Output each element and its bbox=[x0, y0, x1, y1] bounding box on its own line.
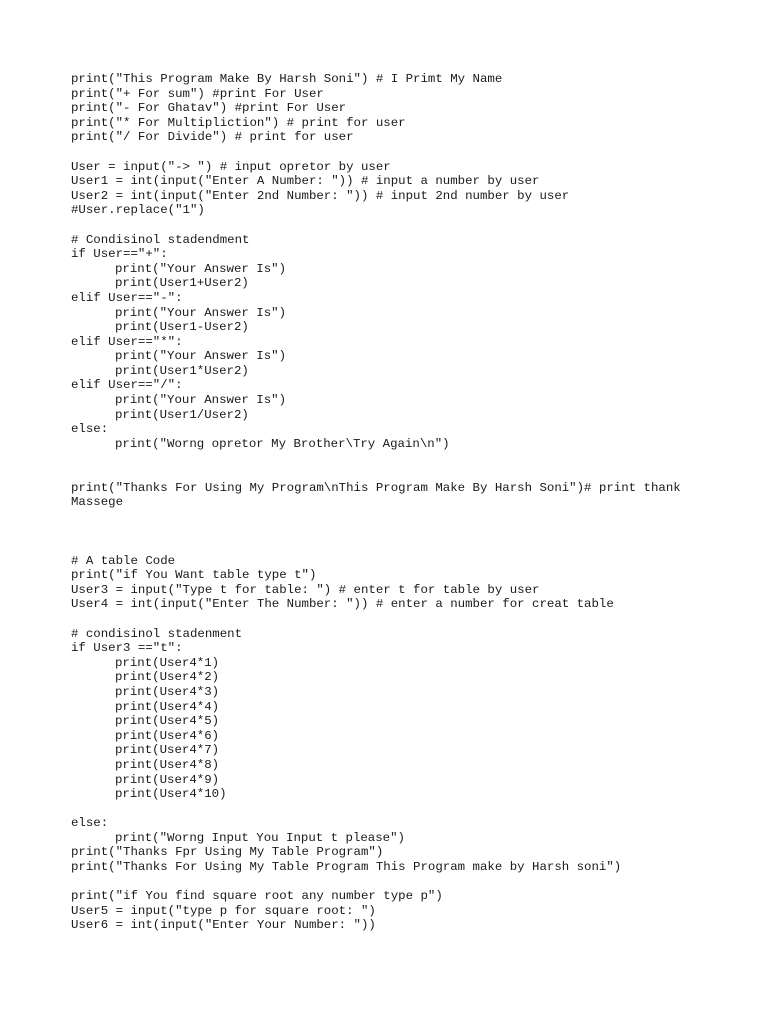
blank-line bbox=[71, 145, 731, 160]
blank-line bbox=[71, 451, 731, 466]
code-line: print("Thanks For Using My Table Program This Program make by Harsh soni") bbox=[71, 860, 622, 875]
code-line: User4 = int(input("Enter The Number: ")) # enter a number for creat table bbox=[71, 597, 614, 612]
code-line: print("+ For sum") #print For User bbox=[71, 86, 324, 101]
blank-line bbox=[71, 802, 731, 817]
code-line: print(User1*User2) bbox=[115, 363, 249, 378]
blank-line bbox=[71, 466, 731, 481]
blank-line bbox=[71, 524, 731, 539]
code-line: print(User4*10) bbox=[115, 787, 227, 802]
code-line: print("Worng Input You Input t please") bbox=[115, 830, 405, 845]
code-line: print(User1-User2) bbox=[115, 320, 249, 335]
code-line: print(User4*7) bbox=[115, 743, 220, 758]
code-line: User2 = int(input("Enter 2nd Number: ")) # input 2nd number by user bbox=[71, 188, 570, 203]
code-line: elif User=="/": bbox=[71, 378, 183, 393]
code-line: if User=="+": bbox=[71, 247, 168, 262]
code-line: print("Worng opretor My Brother\Try Again\n") bbox=[115, 436, 450, 451]
code-line: print(User4*3) bbox=[115, 684, 220, 699]
code-line: #User.replace("1") bbox=[71, 203, 205, 218]
code-line: print("Thanks For Using My Program\nThis Program Make By Harsh Soni")# print thank bbox=[71, 480, 681, 495]
code-line: print(User1+User2) bbox=[115, 276, 249, 291]
code-line: User = input("-> ") # input opretor by user bbox=[71, 159, 391, 174]
code-line: User6 = int(input("Enter Your Number: ")) bbox=[71, 918, 376, 933]
code-line: User1 = int(input("Enter A Number: ")) # input a number by user bbox=[71, 174, 540, 189]
code-line: User5 = input("type p for square root: ") bbox=[71, 903, 376, 918]
code-line: print(User4*2) bbox=[115, 670, 220, 685]
code-line: else: bbox=[71, 816, 109, 831]
code-line: print("* For Multipliction") # print for user bbox=[71, 115, 406, 130]
code-line: if User3 =="t": bbox=[71, 641, 183, 656]
code-line: print(User4*8) bbox=[115, 757, 220, 772]
code-line: # A table Code bbox=[71, 553, 176, 568]
code-line: print(User4*6) bbox=[115, 728, 220, 743]
code-line: print(User4*4) bbox=[115, 699, 220, 714]
code-listing bbox=[71, 72, 731, 933]
code-line: print("Your Answer Is") bbox=[115, 349, 287, 364]
code-line: Massege bbox=[71, 495, 124, 510]
code-line: print(User4*9) bbox=[115, 772, 220, 787]
code-line: else: bbox=[71, 422, 109, 437]
code-line: print("Thanks Fpr Using My Table Program") bbox=[71, 845, 384, 860]
code-line: print(User4*1) bbox=[115, 655, 220, 670]
blank-line bbox=[71, 875, 731, 890]
blank-line bbox=[71, 510, 731, 525]
code-line: # condisinol stadenment bbox=[71, 626, 243, 641]
blank-line bbox=[71, 218, 731, 233]
code-line: print("This Program Make By Harsh Soni") # I Primt My Name bbox=[71, 72, 503, 86]
code-line: print("Your Answer Is") bbox=[115, 261, 287, 276]
blank-line bbox=[71, 612, 731, 627]
code-line: elif User=="-": bbox=[71, 290, 183, 305]
code-line: User3 = input("Type t for table: ") # enter t for table by user bbox=[71, 582, 540, 597]
code-line: print(User1/User2) bbox=[115, 407, 249, 422]
code-line: print("if You Want table type t") bbox=[71, 568, 317, 583]
code-line: print("Your Answer Is") bbox=[115, 305, 287, 320]
code-line: print("- For Ghatav") #print For User bbox=[71, 101, 347, 116]
code-line: print("if You find square root any number type p") bbox=[71, 889, 443, 904]
code-line: elif User=="*": bbox=[71, 334, 183, 349]
code-line: print("Your Answer Is") bbox=[115, 393, 287, 408]
code-line: print("/ For Divide") # print for user bbox=[71, 130, 354, 145]
code-line: print(User4*5) bbox=[115, 714, 220, 729]
code-line: # Condisinol stadendment bbox=[71, 232, 250, 247]
blank-line bbox=[71, 539, 731, 554]
